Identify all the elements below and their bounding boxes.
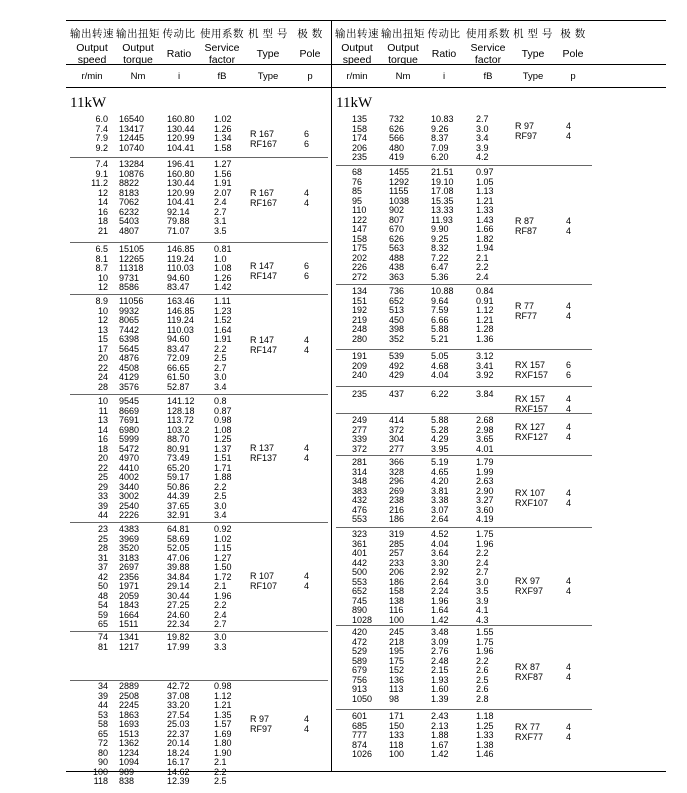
right-group-3-pole: 6 6 (566, 360, 572, 380)
right-zh-sf: 使用系数 (466, 28, 510, 40)
right-unit-speed: r/min (346, 71, 368, 82)
right-group-2-speed: 134 151 192 219 248 280 (352, 286, 368, 344)
right-group-8-speed: 420 472 529 589 679 756 913 1050 (352, 627, 373, 704)
right-group-separator (336, 386, 592, 387)
left-group-separator (70, 157, 328, 158)
left-unit-sf: fB (217, 71, 227, 82)
left-group-5-sf: 0.92 1.02 1.15 1.27 1.50 1.72 2.1 1.96 2.2 2.4 2.7 (214, 524, 232, 629)
left-group-6-ratio: 19.82 17.99 (167, 632, 190, 652)
left-group-5-torque: 4383 3969 3520 3183 2697 2356 1971 2059 1843 1664 1511 (119, 524, 140, 629)
left-power-label: 11kW (70, 95, 107, 111)
right-group-7-type: RX 97 RXF97 (515, 576, 544, 596)
right-group-2-sf: 0.84 0.91 1.12 1.21 1.28 1.36 (476, 286, 494, 344)
left-group-1-pole: 4 4 (304, 188, 310, 208)
left-group-1-sf: 1.27 1.56 1.91 2.07 2.4 2.7 3.1 3.5 (214, 159, 232, 236)
left-group-3-sf: 1.11 1.23 1.52 1.64 1.91 2.2 2.5 2.7 3.0 3.4 (214, 296, 232, 392)
right-group-3-speed: 191 209 240 (352, 351, 368, 380)
right-group-4-type: RX 157 RXF157 (515, 394, 549, 414)
right-group-6-ratio: 5.19 4.65 4.20 3.81 3.38 3.07 2.64 (431, 457, 449, 524)
right-group-9-torque: 171 150 133 118 100 (389, 711, 405, 759)
right-group-8-ratio: 3.48 3.09 2.76 2.48 2.15 1.93 1.60 1.39 (431, 627, 449, 704)
left-zh-speed: 输出转速 (70, 28, 114, 40)
left-group-3-pole: 4 4 (304, 335, 310, 355)
left-group-2-sf: 0.81 1.0 1.08 1.26 1.42 (214, 244, 232, 292)
right-group-4-speed: 235 (352, 389, 368, 399)
left-group-1-torque: 13284 10876 8822 8183 7062 6232 5403 4807 (119, 159, 145, 236)
right-zh-ratio: 传动比 (427, 28, 461, 40)
left-group-separator (70, 680, 328, 681)
right-group-8-pole: 4 4 (566, 662, 572, 682)
left-zh-torque: 输出扭矩 (116, 28, 160, 40)
right-group-7-ratio: 4.52 4.04 3.64 3.30 2.92 2.64 2.24 1.96 1.64 1.42 (431, 529, 449, 625)
right-power-label: 11kW (336, 95, 373, 111)
left-group-0-torque: 16540 13417 12445 10740 (119, 114, 145, 153)
left-unit-pole: p (307, 71, 313, 82)
left-unit-type: Type (257, 71, 279, 82)
left-group-4-speed: 10 11 13 14 16 18 20 22 25 29 33 39 44 (97, 396, 108, 520)
left-group-2-speed: 6.5 8.1 8.7 10 12 (95, 244, 108, 292)
right-zh-type: 机 型 号 (513, 28, 553, 40)
left-en-torque: Output torque (122, 42, 154, 66)
left-group-3-ratio: 163.46 146.85 119.24 110.03 94.60 83.47 72.09 66.65 61.50 52.87 (167, 296, 195, 392)
left-unit-torque: Nm (130, 71, 146, 82)
left-group-6-sf: 3.0 3.3 (214, 632, 227, 652)
left-group-4-torque: 9545 8669 7691 6980 5999 5472 4970 4410 4002 3440 3002 2540 2226 (119, 396, 140, 520)
left-group-4-ratio: 141.12 128.18 113.72 103.2 88.70 80.91 73.49 65.20 59.17 50.86 44.39 37.65 32.91 (167, 396, 195, 520)
right-zh-pole: 极 数 (560, 28, 586, 40)
left-unit-speed: r/min (81, 71, 103, 82)
left-zh-pole: 极 数 (297, 28, 323, 40)
left-group-0-ratio: 160.80 130.44 120.99 104.41 (167, 114, 195, 153)
right-group-0-ratio: 10.83 9.26 8.37 7.09 6.20 (431, 114, 454, 162)
right-group-7-speed: 323 361 401 442 500 553 652 745 890 1028 (352, 529, 373, 625)
left-group-3-torque: 11056 9932 8065 7442 6398 5645 4876 4508 4129 3576 (119, 296, 144, 392)
right-group-1-pole: 4 4 (566, 216, 572, 236)
left-group-2-pole: 6 6 (304, 261, 310, 281)
right-group-separator (336, 455, 592, 456)
left-group-0-type: R 167 RF167 (250, 129, 278, 149)
left-group-1-ratio: 196.41 160.80 130.44 120.99 104.41 92.14 79.88 71.07 (167, 159, 195, 236)
right-group-4-pole: 4 4 (566, 394, 572, 414)
right-zh-speed: 输出转速 (335, 28, 379, 40)
right-group-9-ratio: 2.43 2.13 1.88 1.67 1.42 (431, 711, 449, 759)
right-group-9-type: RX 77 RXF77 (515, 722, 544, 742)
right-group-separator (336, 349, 592, 350)
left-zh-type: 机 型 号 (248, 28, 288, 40)
right-unit-pole: p (570, 71, 576, 82)
right-group-3-sf: 3.12 3.41 3.92 (476, 351, 494, 380)
right-group-2-type: R 77 RF77 (515, 301, 538, 321)
right-group-0-speed: 135 158 174 206 235 (352, 114, 368, 162)
left-group-0-pole: 6 6 (304, 129, 310, 149)
right-group-9-sf: 1.18 1.25 1.33 1.38 1.46 (476, 711, 494, 759)
right-en-torque: Output torque (387, 42, 419, 66)
left-en-speed: Output speed (76, 42, 108, 66)
right-group-6-pole: 4 4 (566, 488, 572, 508)
right-group-8-sf: 1.55 1.75 1.96 2.2 2.6 2.5 2.6 2.8 (476, 627, 494, 704)
right-en-pole: Pole (562, 48, 584, 60)
left-group-7-torque: 2889 2508 2245 1863 1693 1513 1362 1234 1094 989 838 (119, 681, 140, 786)
right-group-1-type: R 87 RF87 (515, 216, 538, 236)
left-group-2-ratio: 146.85 119.24 110.03 94.60 83.47 (167, 244, 195, 292)
left-group-5-type: R 107 RF107 (250, 571, 278, 591)
right-group-8-torque: 245 218 195 175 152 136 113 98 (389, 627, 405, 704)
left-group-7-pole: 4 4 (304, 714, 310, 734)
left-group-5-ratio: 64.81 58.69 52.05 47.06 39.88 34.84 29.14 30.44 27.25 24.60 22.34 (167, 524, 190, 629)
right-group-4-sf: 3.84 (476, 389, 494, 399)
left-group-0-sf: 1.02 1.26 1.34 1.58 (214, 114, 232, 153)
right-unit-type: Type (522, 71, 544, 82)
right-group-9-speed: 601 685 777 874 1026 (352, 711, 373, 759)
right-en-speed: Output speed (341, 42, 373, 66)
left-group-4-type: R 137 RF137 (250, 443, 278, 463)
left-group-7-speed: 34 39 44 53 58 65 72 80 90 100 118 (92, 681, 108, 786)
right-group-6-torque: 366 328 296 269 238 216 186 (389, 457, 405, 524)
left-en-sf: Service factor (204, 42, 240, 66)
right-group-5-type: RX 127 RXF127 (515, 422, 549, 442)
right-group-6-type: RX 107 RXF107 (515, 488, 549, 508)
right-unit-torque: Nm (395, 71, 411, 82)
right-group-2-pole: 4 4 (566, 301, 572, 321)
right-en-sf: Service factor (470, 42, 506, 66)
left-group-7-sf: 0.98 1.12 1.21 1.35 1.57 1.69 1.80 1.90 2.1 2.2 2.5 (214, 681, 232, 786)
left-group-1-speed: 7.4 9.1 11.2 12 14 16 18 21 (91, 159, 108, 236)
right-group-5-speed: 249 277 339 372 (352, 415, 368, 454)
left-group-2-type: R 147 RF147 (250, 261, 278, 281)
right-group-0-sf: 2.7 3.0 3.4 3.9 4.2 (476, 114, 489, 162)
left-group-6-torque: 1341 1217 (119, 632, 140, 652)
right-group-1-ratio: 21.51 19.10 17.08 15.35 13.33 11.93 9.90 9.25 8.32 7.22 6.47 5.36 (431, 167, 454, 282)
right-group-separator (336, 527, 592, 528)
right-unit-ratio: i (442, 71, 446, 82)
left-group-separator (70, 631, 328, 632)
right-group-9-pole: 4 4 (566, 722, 572, 742)
left-en-type: Type (256, 48, 280, 60)
left-group-3-type: R 147 RF147 (250, 335, 278, 355)
right-group-5-sf: 2.68 2.98 3.65 4.01 (476, 415, 494, 454)
left-en-ratio: Ratio (166, 48, 192, 60)
right-group-separator (336, 625, 592, 626)
right-group-6-speed: 281 314 348 383 432 476 553 (352, 457, 368, 524)
right-group-separator (336, 709, 592, 710)
left-group-3-speed: 8.9 10 12 13 15 17 20 22 24 28 (95, 296, 108, 392)
right-group-7-pole: 4 4 (566, 576, 572, 596)
header-rule-2 (66, 87, 666, 88)
right-group-4-torque: 437 (389, 389, 405, 399)
right-en-type: Type (521, 48, 545, 60)
right-group-1-speed: 68 76 85 95 110 122 147 158 175 202 226 272 (352, 167, 368, 282)
right-group-3-type: RX 157 RXF157 (515, 360, 549, 380)
right-group-7-torque: 319 285 257 233 206 186 158 138 116 100 (389, 529, 405, 625)
right-group-0-pole: 4 4 (566, 121, 572, 141)
right-group-4-ratio: 6.22 (431, 389, 449, 399)
right-group-5-ratio: 5.88 5.28 4.29 3.95 (431, 415, 449, 454)
left-group-separator (70, 522, 328, 523)
left-unit-ratio: i (177, 71, 181, 82)
right-group-3-torque: 539 492 429 (389, 351, 405, 380)
left-en-pole: Pole (299, 48, 321, 60)
right-group-1-sf: 0.97 1.05 1.13 1.21 1.33 1.43 1.66 1.82 1.94 2.1 2.2 2.4 (476, 167, 494, 282)
right-group-separator (336, 165, 592, 166)
left-group-1-type: R 167 RF167 (250, 188, 278, 208)
left-group-0-speed: 6.0 7.4 7.9 9.2 (95, 114, 108, 153)
left-group-4-pole: 4 4 (304, 443, 310, 463)
right-group-5-torque: 414 372 304 277 (389, 415, 405, 454)
right-group-1-torque: 1455 1292 1155 1038 902 807 670 626 563 488 438 363 (389, 167, 410, 282)
left-group-4-sf: 0.8 0.87 0.98 1.08 1.25 1.37 1.51 1.71 1.88 2.2 2.5 3.0 3.4 (214, 396, 232, 520)
right-group-8-type: RX 87 RXF87 (515, 662, 544, 682)
left-group-5-pole: 4 4 (304, 571, 310, 591)
right-group-2-ratio: 10.88 9.64 7.59 6.66 5.88 5.21 (431, 286, 454, 344)
left-zh-ratio: 传动比 (162, 28, 196, 40)
right-group-0-torque: 732 626 566 480 419 (389, 114, 405, 162)
left-group-separator (70, 242, 328, 243)
right-group-5-pole: 4 4 (566, 422, 572, 442)
right-zh-torque: 输出扭矩 (381, 28, 425, 40)
right-group-7-sf: 1.75 1.96 2.2 2.4 2.7 3.0 3.5 3.9 4.1 4.3 (476, 529, 494, 625)
left-group-6-speed: 74 81 (97, 632, 108, 652)
right-group-3-ratio: 5.05 4.68 4.04 (431, 351, 449, 380)
right-group-6-sf: 1.79 1.99 2.63 2.90 3.27 3.60 4.19 (476, 457, 494, 524)
left-group-separator (70, 294, 328, 295)
left-group-7-ratio: 42.72 37.08 33.20 27.54 25.03 22.37 20.14 18.24 16.17 14.62 12.39 (167, 681, 190, 786)
left-group-2-torque: 15105 12265 11318 9731 8586 (119, 244, 145, 292)
right-group-separator (336, 413, 592, 414)
center-divider (331, 20, 332, 771)
right-unit-sf: fB (483, 71, 493, 82)
left-zh-sf: 使用系数 (200, 28, 244, 40)
right-en-ratio: Ratio (431, 48, 457, 60)
left-group-separator (70, 394, 328, 395)
right-group-2-torque: 736 652 513 450 398 352 (389, 286, 405, 344)
left-group-5-speed: 23 25 28 31 37 42 50 48 54 59 65 (97, 524, 108, 629)
right-group-separator (336, 284, 592, 285)
left-group-7-type: R 97 RF97 (250, 714, 273, 734)
right-group-0-type: R 97 RF97 (515, 121, 538, 141)
